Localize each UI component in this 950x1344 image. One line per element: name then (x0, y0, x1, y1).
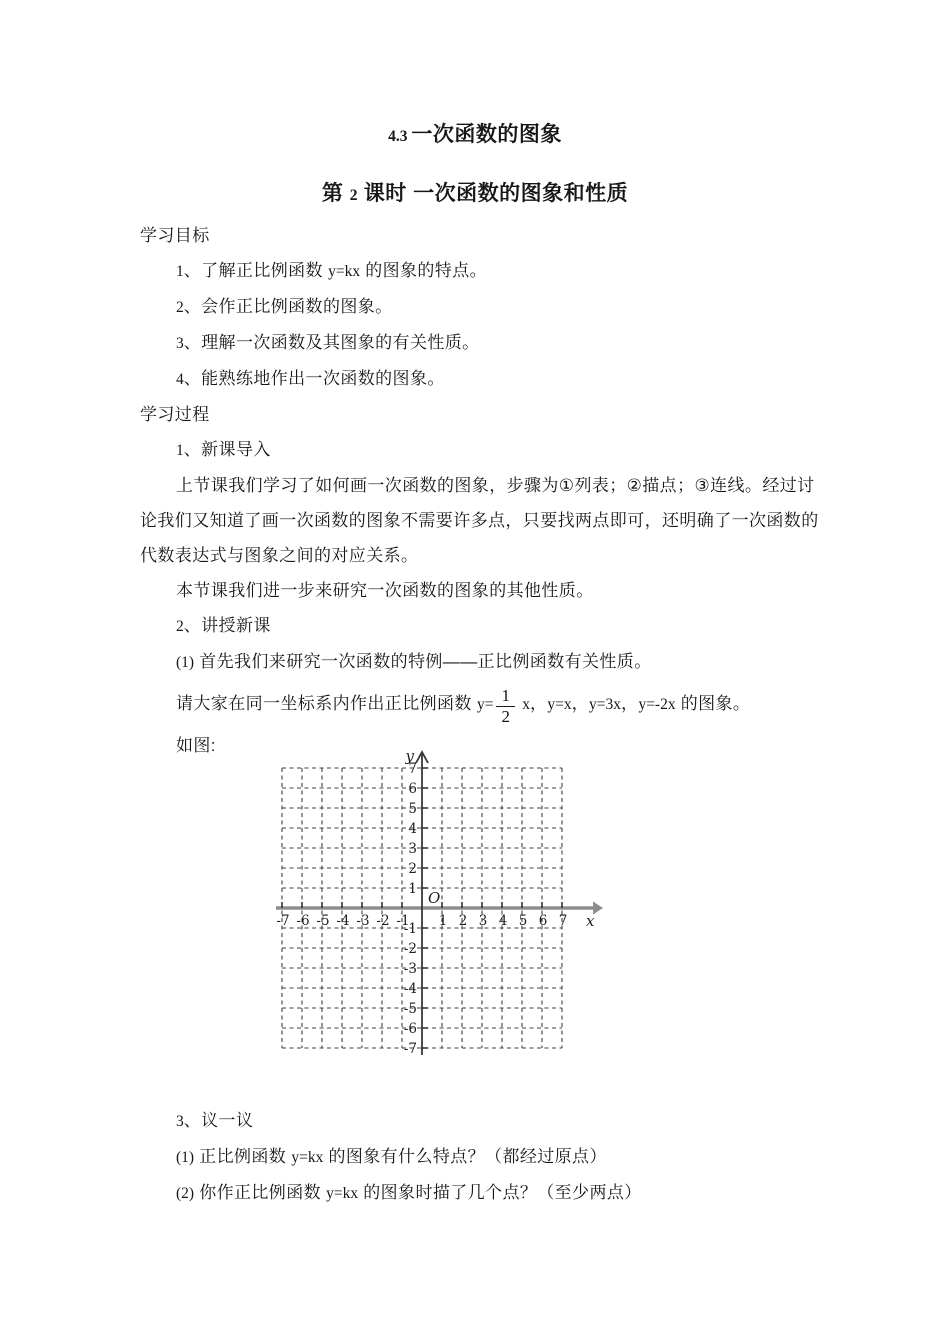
cjk-text: 的图象。 (675, 694, 751, 713)
y-tick-label: 5 (408, 801, 417, 817)
x-tick-label: 3 (478, 913, 488, 929)
math-text: x (518, 696, 530, 713)
cjk-text: 、能熟练地作出一次函数的图象。 (183, 369, 445, 388)
y-tick-label: -5 (403, 1001, 417, 1017)
cjk-text: ， (621, 694, 639, 713)
cjk-text: 首先我们来研究一次函数的特例——正比例函数有关性质。 (194, 652, 652, 671)
x-tick-label: 1 (438, 913, 448, 929)
intro-paragraph-line-1 (140, 468, 850, 503)
intro-paragraph-line-2 (140, 503, 850, 538)
y-tick-label: 1 (408, 881, 417, 897)
cjk-text: 、新课导入 (183, 440, 271, 459)
x-tick-label: 6 (538, 913, 548, 929)
origin-label: O (428, 889, 441, 907)
math-text: y=-2x (638, 696, 676, 713)
cjk-text: ， (529, 694, 548, 713)
step-2-teaching (140, 608, 850, 644)
math-text: (1) (176, 1149, 195, 1166)
cjk-text: 论我们又知道了画一次函数的图象不需要许多点，只要找两点即可，还明确了一次函数的 (140, 511, 819, 530)
cjk-text: 请大家在同一坐标系内作出正比例函数 (176, 694, 477, 713)
x-tick-label: -6 (296, 913, 310, 929)
page-subtitle (0, 177, 950, 213)
cjk-text: 学习目标 (140, 226, 210, 245)
y-tick-label: 2 (408, 861, 417, 877)
x-tick-label: 4 (498, 913, 508, 929)
cjk-text: 第 (321, 182, 350, 205)
y-tick-label: 4 (408, 821, 417, 837)
x-axis-label: x (586, 912, 595, 930)
cjk-text: 本节课我们进一步来研究一次函数的图象的其他性质。 (176, 581, 594, 600)
cjk-text: 如图: (176, 736, 216, 755)
x-tick-label: 5 (518, 913, 528, 929)
math-text: y=kx (326, 1185, 359, 1202)
math-text: 2 (176, 299, 184, 316)
discuss-question-1 (140, 1139, 850, 1175)
x-tick-label: 7 (558, 913, 568, 929)
y-tick-label: -2 (403, 941, 417, 957)
y-tick-label: -3 (403, 961, 417, 977)
x-tick-label: -3 (356, 913, 370, 929)
goal-3 (140, 325, 850, 361)
section-learning-process (140, 397, 850, 432)
cjk-text: ， (571, 694, 590, 713)
goal-1 (140, 253, 850, 289)
cjk-text: 的图象有什么特点？（都经过原点） (323, 1147, 607, 1166)
cjk-text: 课时 一次函数的图象和性质 (357, 182, 629, 205)
coordinate-grid-figure (252, 748, 612, 1078)
math-text: 4 (176, 371, 184, 388)
cjk-text: 、理解一次函数及其图象的有关性质。 (183, 333, 480, 352)
cjk-text: 学习过程 (140, 405, 210, 424)
math-text: (1) (176, 654, 195, 671)
section-discuss (140, 1103, 850, 1139)
x-tick-label: -5 (316, 913, 330, 929)
math-text: 3 (176, 335, 184, 352)
y-tick-label: 6 (408, 781, 417, 797)
math-text: y=kx (291, 1149, 324, 1166)
task-draw-functions (140, 680, 850, 728)
y-tick-label: 7 (408, 761, 417, 777)
cjk-text: 的图象时描了几个点？（至少两点） (358, 1183, 642, 1202)
discuss-question-2 (140, 1175, 850, 1211)
fraction-numerator: 1 (496, 686, 515, 707)
math-text: y= (476, 696, 494, 713)
math-text: 2 (176, 618, 184, 635)
goal-2 (140, 289, 850, 325)
section-learning-goals (140, 218, 850, 253)
intro-paragraph-line-3 (140, 538, 850, 573)
math-text: 4.3 (388, 128, 412, 145)
y-tick-label: -6 (403, 1021, 417, 1037)
text-block-after-figure (140, 1103, 850, 1211)
cjk-text: 的图象的特点。 (360, 261, 488, 280)
math-text: y=x (547, 696, 572, 713)
goal-4 (140, 361, 850, 397)
step-1-new-lesson (140, 432, 850, 468)
x-tick-label: 2 (458, 913, 468, 929)
math-text: 3 (176, 1113, 184, 1130)
y-axis-label: y (405, 748, 414, 765)
math-text: 1 (176, 442, 184, 459)
cjk-text: 你作正比例函数 (194, 1183, 327, 1202)
teaching-item-1 (140, 644, 850, 680)
math-text: 1 (176, 263, 184, 280)
cjk-text: 代数表达式与图象之间的对应关系。 (140, 546, 419, 565)
fraction (496, 686, 515, 727)
cjk-text: 、了解正比例函数 (183, 261, 329, 280)
page-title (0, 0, 950, 153)
text-block-before-figure (140, 218, 850, 763)
y-tick-label: -1 (403, 921, 417, 937)
cjk-text: 、讲授新课 (183, 616, 271, 635)
cjk-text: 、议一议 (183, 1111, 254, 1130)
x-tick-label: -7 (276, 913, 290, 929)
x-tick-label: -4 (336, 913, 350, 929)
math-text: y=kx (328, 263, 361, 280)
y-tick-label: -4 (403, 981, 417, 997)
math-text: y=3x (589, 696, 622, 713)
cjk-text: 、会作正比例函数的图象。 (183, 297, 393, 316)
math-text: 2 (349, 187, 358, 204)
cjk-text: 一次函数的图象 (411, 123, 562, 146)
y-tick-label: -7 (403, 1041, 417, 1057)
cjk-text: 正比例函数 (194, 1147, 292, 1166)
x-axis-arrow (593, 902, 603, 915)
x-tick-label: -2 (376, 913, 390, 929)
fraction-denominator: 2 (501, 707, 511, 726)
math-text: (2) (176, 1185, 195, 1202)
lesson-goal-paragraph (140, 573, 850, 608)
y-tick-label: 3 (408, 841, 417, 857)
cjk-text: 上节课我们学习了如何画一次函数的图象，步骤为①列表；②描点；③连线。经过讨 (176, 476, 815, 495)
x-tick-label: -1 (396, 913, 410, 929)
